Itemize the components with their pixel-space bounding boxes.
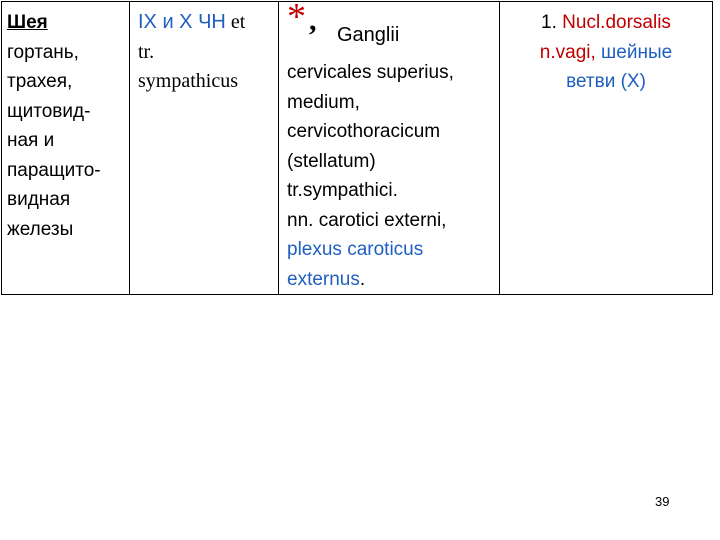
end-period: .: [359, 268, 366, 290]
branches-x-text: ветви (X): [566, 71, 646, 92]
plexus-line-2: externus: [287, 268, 360, 290]
nucleus-number: 1.: [541, 12, 563, 33]
ganglia-line-5: tr.sympathici.: [287, 180, 398, 201]
organ-line-7: железы: [7, 218, 74, 240]
ganglia-line-2: medium,: [287, 91, 360, 113]
organ-line-4: ная и: [7, 130, 55, 151]
ganglia-line-1: cervicales superius,: [287, 62, 454, 83]
comma-mark: ,: [309, 4, 317, 37]
cervical-branches-text: шейные: [595, 41, 673, 63]
vagus-name: n.vagi,: [539, 41, 596, 63]
ganglii-word: Ganglii: [337, 24, 400, 46]
ganglia-line-6: nn. carotici externi,: [287, 209, 447, 231]
ganglia-cell: [279, 2, 500, 294]
nucleus-cell: [500, 2, 712, 294]
cranial-nerves-text: IX и X ЧН: [138, 11, 226, 33]
sympathicus-text: sympathicus: [138, 70, 238, 92]
nucleus-name: Nucl.dorsalis: [562, 12, 671, 33]
asterisk-mark: *: [287, 0, 306, 38]
page-number: 39: [655, 494, 670, 509]
et-text: et: [225, 11, 246, 33]
tr-text: tr.: [138, 40, 155, 63]
plexus-line-1: plexus caroticus: [287, 239, 424, 260]
innervation-cell: [130, 2, 279, 294]
organ-heading: Шея: [7, 12, 48, 33]
organ-line-1: гортань,: [7, 41, 79, 63]
content-table: [1, 1, 713, 295]
organ-line-3: щитовид-: [7, 100, 91, 122]
organ-line-6: видная: [7, 189, 71, 210]
ganglia-line-3: cervicothoracicum: [287, 121, 441, 142]
organ-cell: [2, 2, 130, 294]
organ-line-5: паращито-: [7, 159, 101, 181]
ganglia-line-4: (stellatum): [287, 150, 376, 172]
organ-line-2: трахея,: [7, 71, 73, 92]
